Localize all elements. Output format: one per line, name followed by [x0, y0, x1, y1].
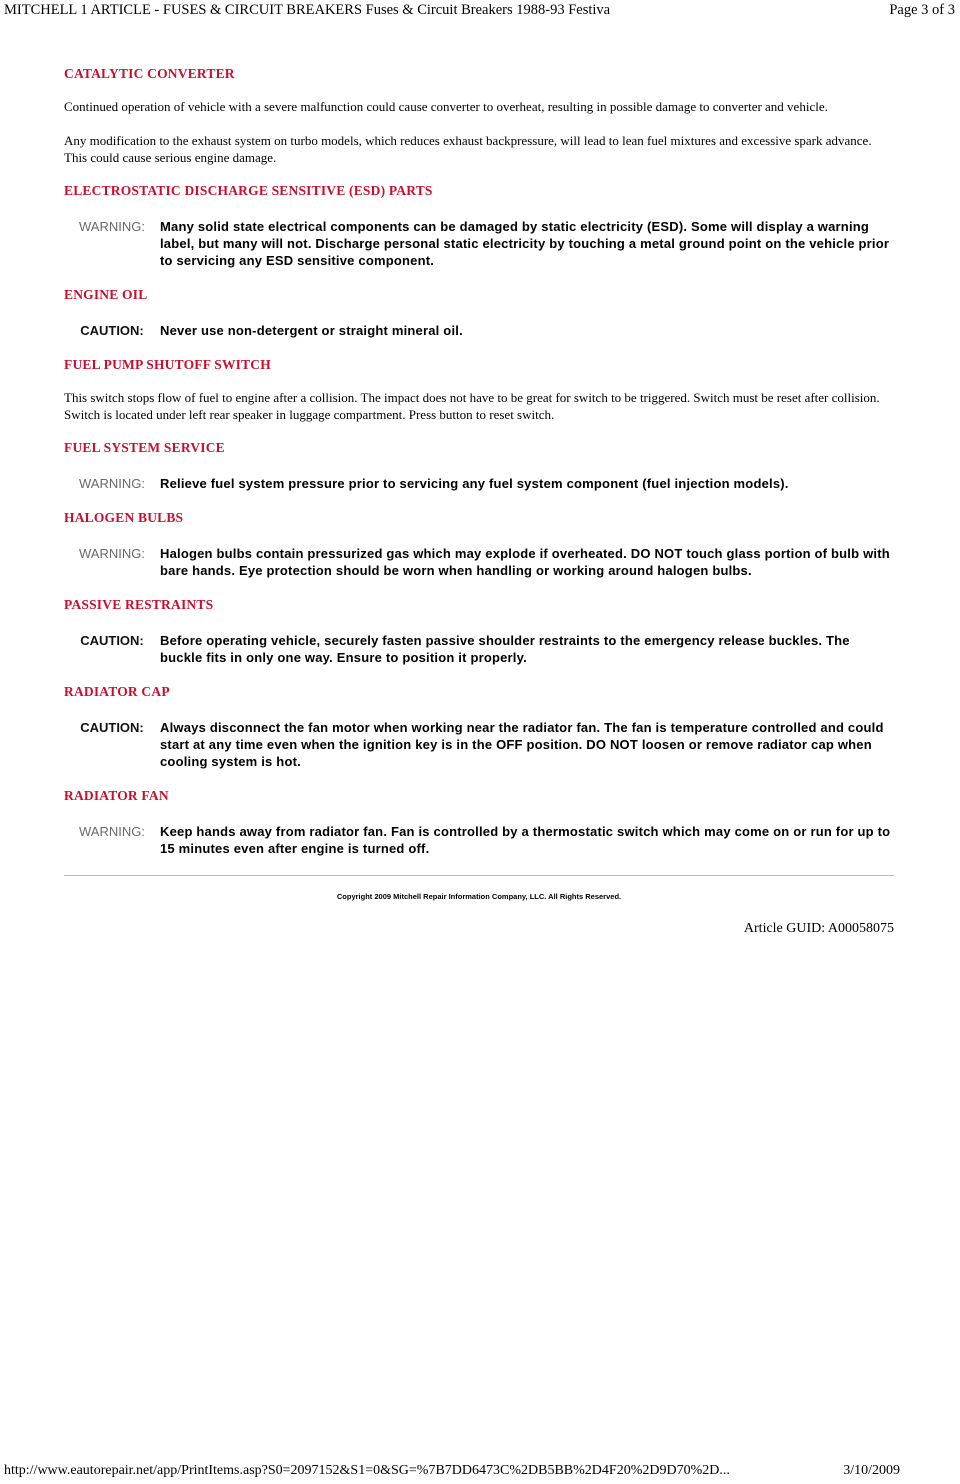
footer-date: 3/10/2009 — [843, 1463, 900, 1478]
warning-text: Keep hands away from radiator fan. Fan is controlled by a thermostatic switch which may come on or run for up to 15 minutes even after engine is turned off. — [160, 824, 891, 856]
section-heading-radiator-fan: RADIATOR FAN — [64, 788, 169, 803]
section-heading-fuel-system: FUEL SYSTEM SERVICE — [64, 440, 225, 455]
section-heading-halogen-bulbs: HALOGEN BULBS — [64, 510, 184, 525]
warning-label: WARNING: — [79, 546, 145, 561]
warning-notice — [64, 542, 894, 579]
paragraph: Any modification to the exhaust system on turbo models, which reduces exhaust backpressure, will lead to lean fuel mixtures and excessive spark advance. This could cause serious engine damage. — [64, 133, 872, 165]
page-number: Page 3 of 3 — [889, 2, 955, 18]
warning-label: WARNING: — [79, 219, 145, 234]
caution-notice — [64, 716, 894, 770]
caution-text: Always disconnect the fan motor when working near the radiator fan. The fan is temperature controlled and could start at any time even when the ignition key is in the OFF position. DO NOT loosen or remove radiator cap when cooling system is hot. — [160, 720, 884, 769]
warning-text: Halogen bulbs contain pressurized gas which may explode if overheated. DO NOT touch glass portion of bulb with bare hands. Eye protection should be worn when handling or working around halogen bulbs. — [160, 546, 890, 578]
section-heading-engine-oil: ENGINE OIL — [64, 287, 148, 302]
footer-url: http://www.eautorepair.net/app/PrintItems.asp?S0=2097152&S1=0&SG=%7B7DD6473C%2DB5BB%2D4F20%2D9D70%2D... — [4, 1463, 730, 1478]
warning-notice — [64, 215, 894, 269]
section-heading-passive-restraints: PASSIVE RESTRAINTS — [64, 597, 214, 612]
warning-text: Relieve fuel system pressure prior to servicing any fuel system component (fuel injection models). — [160, 476, 789, 491]
caution-text: Never use non-detergent or straight mineral oil. — [160, 323, 463, 338]
header-title: MITCHELL 1 ARTICLE - FUSES & CIRCUIT BREAKERS Fuses & Circuit Breakers 1988-93 Festiva — [4, 2, 611, 18]
paragraph: Continued operation of vehicle with a severe malfunction could cause converter to overheat, resulting in possible damage to converter and vehicle. — [64, 99, 828, 114]
caution-label: CAUTION: — [80, 633, 144, 648]
paragraph: This switch stops flow of fuel to engine after a collision. The impact does not have to be great for switch to be triggered. Switch must be reset after collision. Switch is located under left rear speaker in luggage compartment. Press button to reset switch. — [64, 390, 880, 422]
caution-notice — [64, 629, 894, 666]
section-heading-catalytic-converter: CATALYTIC CONVERTER — [64, 66, 235, 81]
warning-notice — [64, 820, 894, 857]
warning-label: WARNING: — [79, 476, 145, 491]
section-heading-esd: ELECTROSTATIC DISCHARGE SENSITIVE (ESD) PARTS — [64, 183, 433, 198]
warning-label: WARNING: — [79, 824, 145, 839]
caution-text: Before operating vehicle, securely fasten passive shoulder restraints to the emergency release buckles. The buckle fits in only one way. Ensure to position it properly. — [160, 633, 850, 665]
caution-label: CAUTION: — [80, 323, 144, 338]
warning-notice — [64, 472, 894, 492]
article-body — [64, 66, 894, 937]
divider — [64, 875, 894, 876]
warning-text: Many solid state electrical components can be damaged by static electricity (ESD). Some will display a warning label, but many will not. Discharge personal static electricity by touching a metal ground point on the vehicle prior to servicing any ESD sensitive component. — [160, 219, 890, 268]
copyright-notice: Copyright 2009 Mitchell Repair Information Company, LLC. All Rights Reserved. — [336, 892, 622, 901]
article-guid: Article GUID: A00058075 — [743, 921, 894, 936]
section-heading-fuel-pump: FUEL PUMP SHUTOFF SWITCH — [64, 357, 271, 372]
caution-notice — [64, 319, 894, 339]
section-heading-radiator-cap: RADIATOR CAP — [64, 684, 170, 699]
caution-label: CAUTION: — [80, 720, 144, 735]
